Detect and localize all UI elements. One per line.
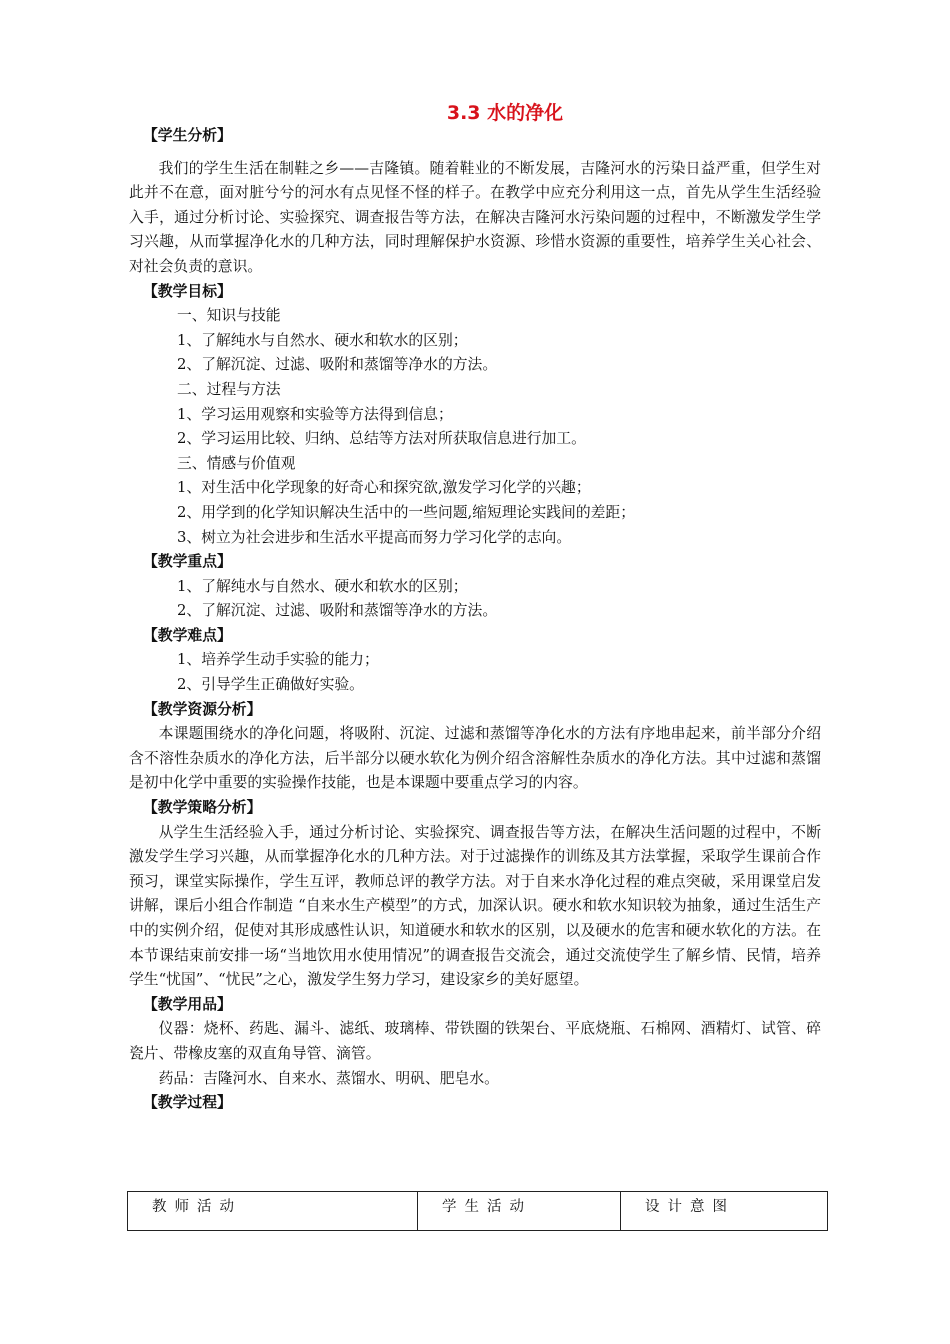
list-item: 3、树立为社会进步和生活水平提高而努力学习化学的志向。	[177, 528, 572, 546]
document-body	[129, 124, 821, 1116]
column-header-teacher: 教师活动	[128, 1192, 418, 1231]
list-item: 2、用学到的化学知识解决生活中的一些问题,缩短理论实践间的差距；	[177, 503, 636, 521]
heading-strategy: 【教学策略分析】	[143, 799, 262, 817]
list-item: 1、了解纯水与自然水、硬水和软水的区别；	[177, 577, 468, 595]
heading-student-analysis: 【学生分析】	[143, 127, 232, 144]
paragraph-instruments: 仪器：烧杯、药匙、漏斗、滤纸、玻璃棒、带铁圈的铁架台、平底烧瓶、石棉网、酒精灯、试管、碎瓷片、带橡皮塞的双直角导管、滴管。	[129, 1020, 821, 1062]
heading-process: 【教学过程】	[143, 1094, 232, 1112]
paragraph-strategy: 从学生生活经验入手，通过分析讨论、实验探究、调查报告等方法，在解决生活问题的过程中，不断激发学生学习兴趣，从而掌握净化水的几种方法。对于过滤操作的训练及其方法掌握，采取学生课前合作预习，课堂实际操作，学生互评，教师总评的教学方法。对于自来水净化过程的难点突破，采用课堂启发讲解，课后小组合作制造 “自来水生产模型”的方式，加深认识。硬水和软水知识较为抽象，通过生活生产中的实例介绍，促使对其形成感性认识，知道硬水和软水的区别，以及硬水的危害和硬水软化的方法。在本节课结束前安排一场“当地饮用水使用情况”的调查报告交流会，通过交流使学生了解乡情、民情，培养学生“忧国”、“忧民”之心，激发学生努力学习，建设家乡的美好愿望。	[129, 823, 821, 989]
list-item: 1、了解纯水与自然水、硬水和软水的区别；	[177, 331, 468, 349]
page-title: 3.3 水的净化	[446, 102, 564, 124]
heading-difficulties: 【教学难点】	[143, 626, 232, 644]
heading-resources: 【教学资源分析】	[143, 700, 262, 718]
goals-subheading-1: 一、知识与技能	[177, 307, 281, 325]
list-item: 2、引导学生正确做好实验。	[177, 676, 364, 694]
list-item: 2、了解沉淀、过滤、吸附和蒸馏等净水的方法。	[177, 602, 498, 620]
list-item: 1、培养学生动手实验的能力；	[177, 651, 379, 669]
heading-materials: 【教学用品】	[143, 995, 232, 1013]
column-header-purpose: 设计意图	[621, 1192, 828, 1231]
process-table	[127, 1191, 828, 1231]
heading-key-points: 【教学重点】	[143, 553, 232, 571]
goals-subheading-2: 二、过程与方法	[177, 380, 281, 398]
list-item: 2、学习运用比较、归纳、总结等方法对所获取信息进行加工。	[177, 430, 586, 448]
list-item: 1、学习运用观察和实验等方法得到信息；	[177, 405, 453, 423]
paragraph-reagents: 药品：吉隆河水、自来水、蒸馏水、明矾、肥皂水。	[158, 1069, 499, 1087]
paragraph-resources: 本课题围绕水的净化问题，将吸附、沉淀、过滤和蒸馏等净化水的方法有序地串起来，前半部分介绍含不溶性杂质水的净化方法，后半部分以硬水软化为例介绍含溶解性杂质水的净化方法。其中过滤和蒸馏是初中化学中重要的实验操作技能，也是本课题中要重点学习的内容。	[129, 725, 821, 792]
list-item: 2、了解沉淀、过滤、吸附和蒸馏等净水的方法。	[177, 356, 498, 374]
heading-goals: 【教学目标】	[143, 282, 232, 300]
paragraph-student-analysis: 我们的学生生活在制鞋之乡——吉隆镇。随着鞋业的不断发展，吉隆河水的污染日益严重，但学生对此并不在意，面对脏兮兮的河水有点见怪不怪的样子。在教学中应充分利用这一点，首先从学生生活经验入手，通过分析讨论、实验探究、调查报告等方法，在解决吉隆河水污染问题的过程中，不断激发学生学习兴趣，从而掌握净化水的几种方法，同时理解保护水资源、珍惜水资源的重要性，培养学生关心社会、对社会负责的意识。	[129, 159, 821, 275]
goals-subheading-3: 三、情感与价值观	[177, 454, 296, 472]
column-header-student: 学生活动	[418, 1192, 621, 1231]
table-row	[128, 1192, 828, 1231]
list-item: 1、对生活中化学现象的好奇心和探究欲,激发学习化学的兴趣；	[177, 479, 591, 497]
